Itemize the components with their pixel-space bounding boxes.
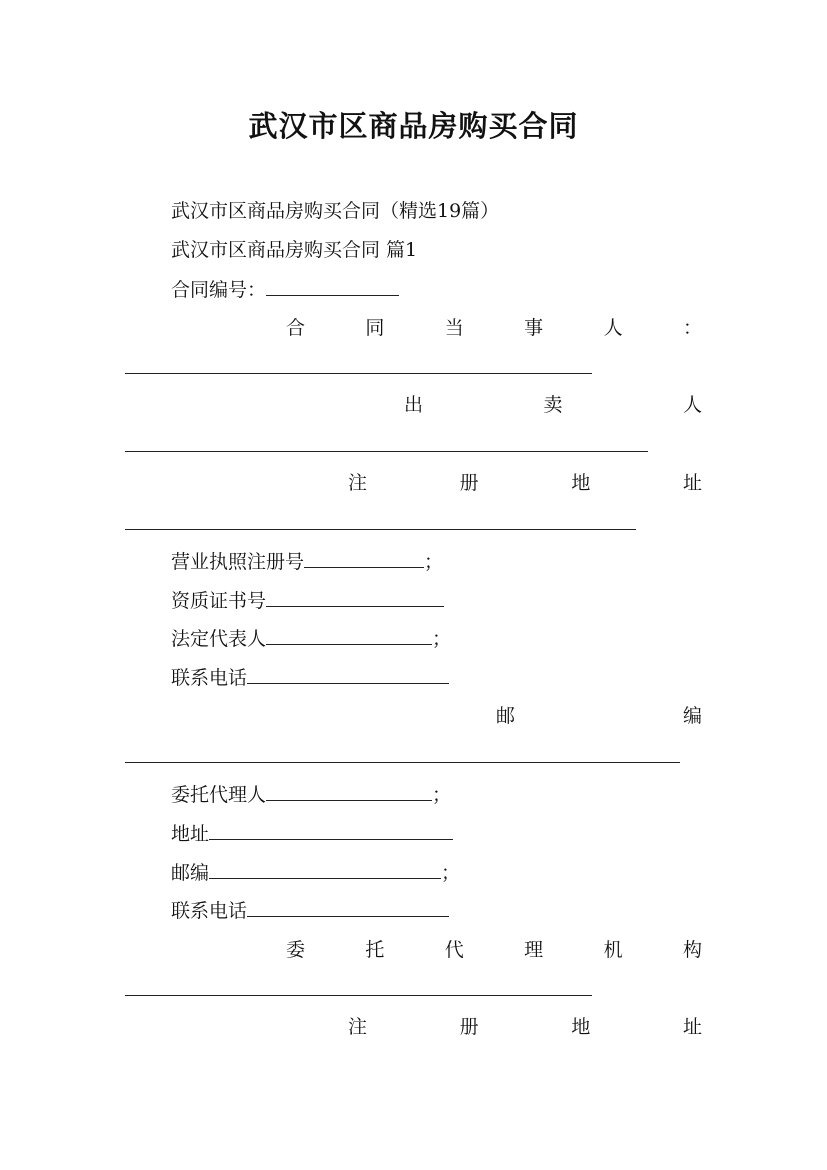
- reg-address-char: 地: [571, 1016, 591, 1038]
- agency-blank[interactable]: [125, 995, 592, 996]
- agency-char: 构: [682, 939, 702, 961]
- legal-rep-line: [171, 626, 451, 651]
- agency-char: 托: [365, 939, 385, 961]
- parties-char: 当: [444, 317, 464, 339]
- reg-address-char: 址: [682, 472, 702, 494]
- parties-char: ：: [682, 317, 702, 339]
- agency-char: 机: [603, 939, 623, 961]
- postcode-line-blank[interactable]: [209, 860, 441, 879]
- address-line: [171, 821, 453, 846]
- document-title: 武汉市区商品房购买合同: [248, 109, 579, 143]
- agency-char: 代: [444, 939, 464, 961]
- address-label: 地址: [171, 823, 210, 845]
- parties-blank[interactable]: [125, 373, 592, 374]
- address-blank[interactable]: [209, 821, 453, 840]
- parties-char: 合: [286, 317, 306, 339]
- phone-blank-2[interactable]: [247, 898, 449, 917]
- phone-line: [171, 665, 449, 690]
- phone-line-2: [171, 898, 449, 923]
- legal-rep-label: 法定代表人: [171, 628, 267, 650]
- parties-heading: [286, 316, 702, 340]
- business-license-label: 营业执照注册号: [171, 551, 305, 573]
- reg-address-char: 册: [459, 472, 479, 494]
- agent-blank[interactable]: [266, 782, 432, 801]
- postcode-blank[interactable]: [125, 762, 680, 763]
- qualification-label: 资质证书号: [171, 590, 267, 612]
- phone-label-2: 联系电话: [171, 900, 248, 922]
- reg-address-char: 注: [348, 1016, 368, 1038]
- seller-blank[interactable]: [125, 451, 648, 452]
- reg-address-char: 注: [348, 472, 368, 494]
- semicolon: ；: [432, 784, 452, 806]
- business-license-blank[interactable]: [304, 549, 424, 568]
- semicolon: ；: [432, 628, 452, 650]
- semicolon: ；: [424, 551, 444, 573]
- reg-address-char: 册: [459, 1016, 479, 1038]
- seller-char: 人: [682, 394, 702, 416]
- qualification-line: [171, 588, 444, 613]
- section-heading: 武汉市区商品房购买合同 篇1: [171, 239, 418, 261]
- seller-char: 卖: [543, 394, 563, 416]
- qualification-blank[interactable]: [266, 588, 444, 607]
- postcode-char: 邮: [496, 705, 516, 727]
- agency-char: 委: [286, 939, 306, 961]
- seller-heading: [404, 393, 702, 417]
- registered-address-heading-2: [348, 1015, 702, 1039]
- postcode-char: 编: [682, 705, 702, 727]
- legal-rep-blank[interactable]: [266, 626, 432, 645]
- contract-number-blank[interactable]: [266, 277, 399, 296]
- reg-address-char: 址: [682, 1016, 702, 1038]
- reg-address-char: 地: [571, 472, 591, 494]
- postcode-heading: [496, 704, 702, 728]
- agency-char: 理: [524, 939, 544, 961]
- semicolon: ；: [441, 862, 461, 884]
- registered-address-blank[interactable]: [125, 529, 636, 530]
- subtitle: 武汉市区商品房购买合同（精选19篇）: [171, 200, 500, 222]
- parties-char: 同: [365, 317, 385, 339]
- business-license-line: [171, 549, 443, 574]
- registered-address-heading: [348, 471, 702, 495]
- contract-number-line: [171, 277, 399, 302]
- agent-label: 委托代理人: [171, 784, 267, 806]
- parties-char: 事: [524, 317, 544, 339]
- parties-char: 人: [603, 317, 623, 339]
- postcode-label: 邮编: [171, 862, 210, 884]
- phone-label: 联系电话: [171, 667, 248, 689]
- phone-blank[interactable]: [247, 665, 449, 684]
- agent-line: [171, 782, 451, 807]
- contract-number-label: 合同编号：: [171, 279, 267, 301]
- agency-heading: [286, 938, 702, 962]
- postcode-line: [171, 860, 460, 885]
- seller-char: 出: [404, 394, 424, 416]
